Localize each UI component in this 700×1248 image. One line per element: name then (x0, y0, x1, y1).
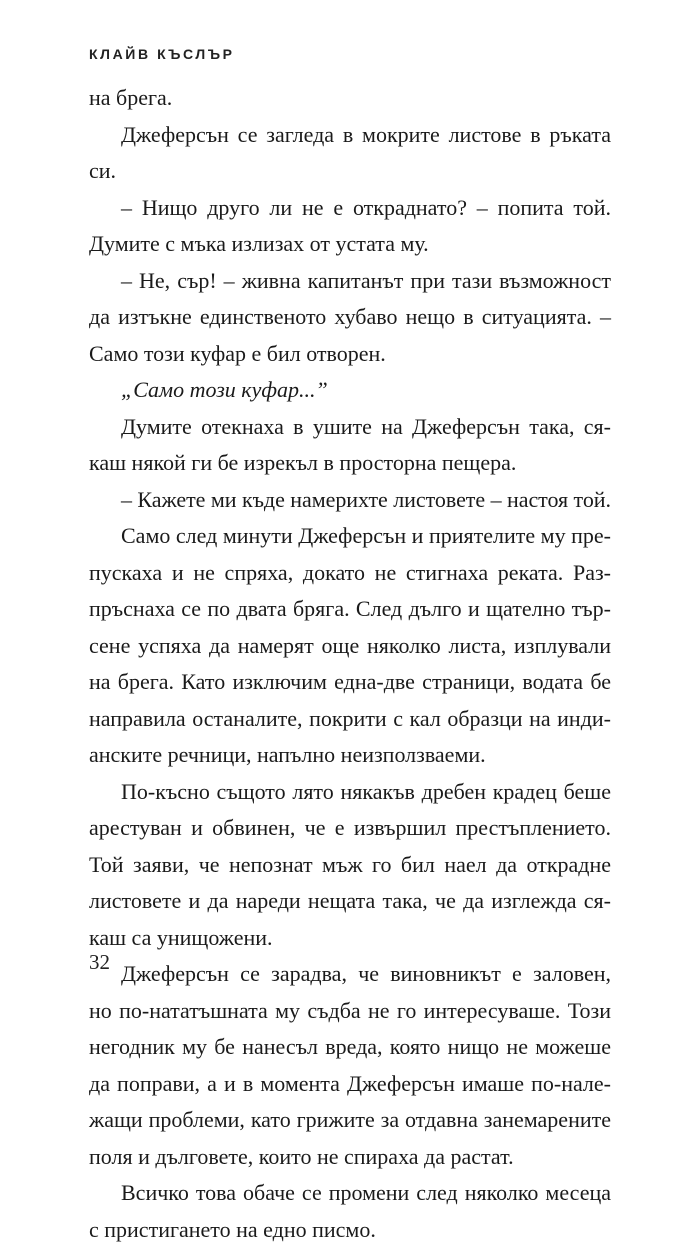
text-line: си. (89, 153, 611, 190)
text-line: – Не, сър! – живна капитанът при тази възможност (89, 263, 611, 300)
text-line: – Нищо друго ли не е откраднато? – попита той. (89, 190, 611, 227)
text-line: на брега. Като изключим една-две страници, водата бе (89, 664, 611, 701)
text-line: пръснаха се по двата бряга. След дълго и щателно тър- (89, 591, 611, 628)
text-line: негодник му бе нанесъл вреда, която нищо не можеше (89, 1029, 611, 1066)
text-line: анските речници, напълно неизползваеми. (89, 737, 611, 774)
text-line: Той заяви, че непознат мъж го бил наел да открадне (89, 847, 611, 884)
text-line: листовете и да нареди нещата така, че да изглежда ся- (89, 883, 611, 920)
running-head: КЛАЙВ КЪСЛЪР (89, 46, 235, 62)
text-line: каш са унищожени. (89, 920, 611, 957)
text-line: арестуван и обвинен, че е извършил престъплението. (89, 810, 611, 847)
text-line: „Само този куфар...” (89, 372, 611, 409)
text-line: По-късно същото лято някакъв дребен крадец беше (89, 774, 611, 811)
text-line: сене успяха да намерят още няколко листа, изплували (89, 628, 611, 665)
text-line: Джеферсън се загледа в мокрите листове в ръката (89, 117, 611, 154)
body-text (89, 80, 611, 1248)
text-line: жащи проблеми, като грижите за отдавна занемарените (89, 1102, 611, 1139)
text-line: да поправи, а и в момента Джеферсън имаше по-нале- (89, 1066, 611, 1103)
text-line: Думите отекнаха в ушите на Джеферсън така, ся- (89, 409, 611, 446)
text-line: каш някой ги бе изрекъл в просторна пещера. (89, 445, 611, 482)
text-line: – Кажете ми къде намерихте листовете – настоя той. (89, 482, 611, 519)
text-line: Джеферсън се зарадва, че виновникът е заловен, (89, 956, 611, 993)
text-line: направила останалите, покрити с кал образци на инди- (89, 701, 611, 738)
text-line: пускаха и не спряха, докато не стигнаха реката. Раз- (89, 555, 611, 592)
text-line: Само този куфар е бил отворен. (89, 336, 611, 373)
page-number: 32 (89, 950, 110, 975)
text-line: Всичко това обаче се промени след няколко месеца (89, 1175, 611, 1212)
text-line: Само след минути Джеферсън и приятелите му пре- (89, 518, 611, 555)
text-line: с пристигането на едно писмо. (89, 1212, 611, 1248)
text-line: Думите с мъка излизах от устата му. (89, 226, 611, 263)
text-line: да изтъкне единственото хубаво нещо в ситуацията. – (89, 299, 611, 336)
text-line: поля и дълговете, които не спираха да растат. (89, 1139, 611, 1176)
text-line: но по-нататъшната му съдба не го интересуваше. Този (89, 993, 611, 1030)
text-line: на брега. (89, 80, 611, 117)
